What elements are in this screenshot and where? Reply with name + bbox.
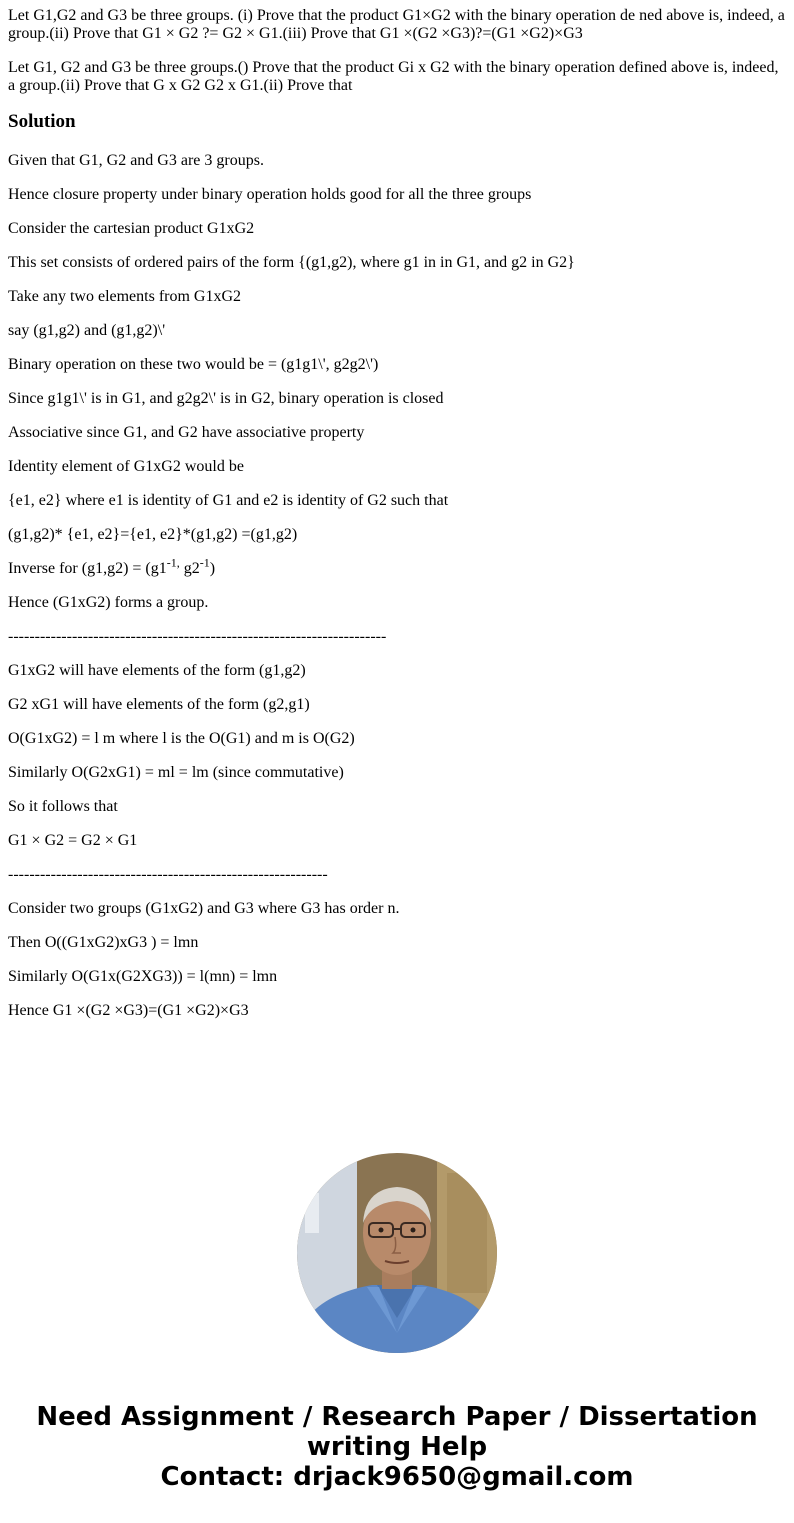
solution-line: say (g1,g2) and (g1,g2)\': [8, 322, 166, 339]
author-avatar: [297, 1153, 497, 1353]
solution-heading: Solution: [8, 111, 76, 132]
inverse-middle: g2: [179, 560, 200, 577]
footer-line-1: Need Assignment / Research Paper / Dissertation: [36, 1402, 758, 1432]
solution-line: Then O((G1xG2)xG3 ) = lmn: [8, 934, 199, 951]
solution-line: (g1,g2)* {e1, e2}={e1, e2}*(g1,g2) =(g1,g2): [8, 526, 298, 543]
solution-line: Since g1g1\' is in G1, and g2g2\' is in G2, binary operation is closed: [8, 390, 444, 407]
solution-line: Similarly O(G2xG1) = ml = lm (since commutative): [8, 764, 344, 781]
separator-line: -----------------------------------------------------------------------: [8, 628, 387, 645]
solution-line: Hence G1 ×(G2 ×G3)=(G1 ×G2)×G3: [8, 1002, 249, 1019]
author-portrait-image: [297, 1153, 497, 1353]
solution-line: Consider two groups (G1xG2) and G3 where G3 has order n.: [8, 900, 400, 917]
solution-line: Take any two elements from G1xG2: [8, 288, 242, 305]
solution-line: O(G1xG2) = l m where l is the O(G1) and m is O(G2): [8, 730, 355, 747]
solution-line: {e1, e2} where e1 is identity of G1 and e2 is identity of G2 such that: [8, 492, 449, 509]
solution-line: G2 xG1 will have elements of the form (g2,g1): [8, 696, 310, 713]
solution-line: Identity element of G1xG2 would be: [8, 458, 244, 475]
solution-line: G1 × G2 = G2 × G1: [8, 832, 138, 849]
inverse-sup-1: -1,: [166, 555, 180, 570]
solution-line: Given that G1, G2 and G3 are 3 groups.: [8, 152, 264, 169]
document-body: [8, 7, 788, 1036]
inverse-prefix: Inverse for (g1,g2) = (g1: [8, 560, 167, 577]
solution-line: G1xG2 will have elements of the form (g1,g2): [8, 662, 306, 679]
solution-line: Binary operation on these two would be = (g1g1\', g2g2\'): [8, 356, 379, 373]
separator-line: ------------------------------------------------------------: [8, 866, 328, 883]
footer-banner: [0, 1402, 794, 1492]
solution-line: Similarly O(G1x(G2XG3)) = l(mn) = lmn: [8, 968, 278, 985]
question-text-1: Let G1,G2 and G3 be three groups. (i) Prove that the product G1×G2 with the binary operation de ned above is, indeed, a group.(ii) Prove that G1 × G2 ?= G2 × G1.(iii) Prove that G1 ×(G2 ×G3)?=(G1 ×G2)×G3: [8, 7, 785, 42]
solution-line: Hence closure property under binary operation holds good for all the three groups: [8, 186, 532, 203]
solution-line: Hence (G1xG2) forms a group.: [8, 594, 209, 611]
footer-line-2: writing Help: [306, 1432, 488, 1462]
question-text-2: Let G1, G2 and G3 be three groups.() Prove that the product Gi x G2 with the binary operation defined above is, indeed, a group.(ii) Prove that G x G2 G2 x G1.(ii) Prove that: [8, 59, 779, 94]
solution-line: So it follows that: [8, 798, 118, 815]
solution-line: Associative since G1, and G2 have associative property: [8, 424, 365, 441]
inverse-line: [8, 555, 788, 578]
inverse-sup-2: -1: [199, 555, 210, 570]
solution-line: This set consists of ordered pairs of the form {(g1,g2), where g1 in in G1, and g2 in G2}: [8, 254, 575, 271]
solution-line: Consider the cartesian product G1xG2: [8, 220, 255, 237]
footer-contact: Contact: drjack9650@gmail.com: [160, 1462, 634, 1492]
inverse-suffix: ): [209, 560, 216, 577]
